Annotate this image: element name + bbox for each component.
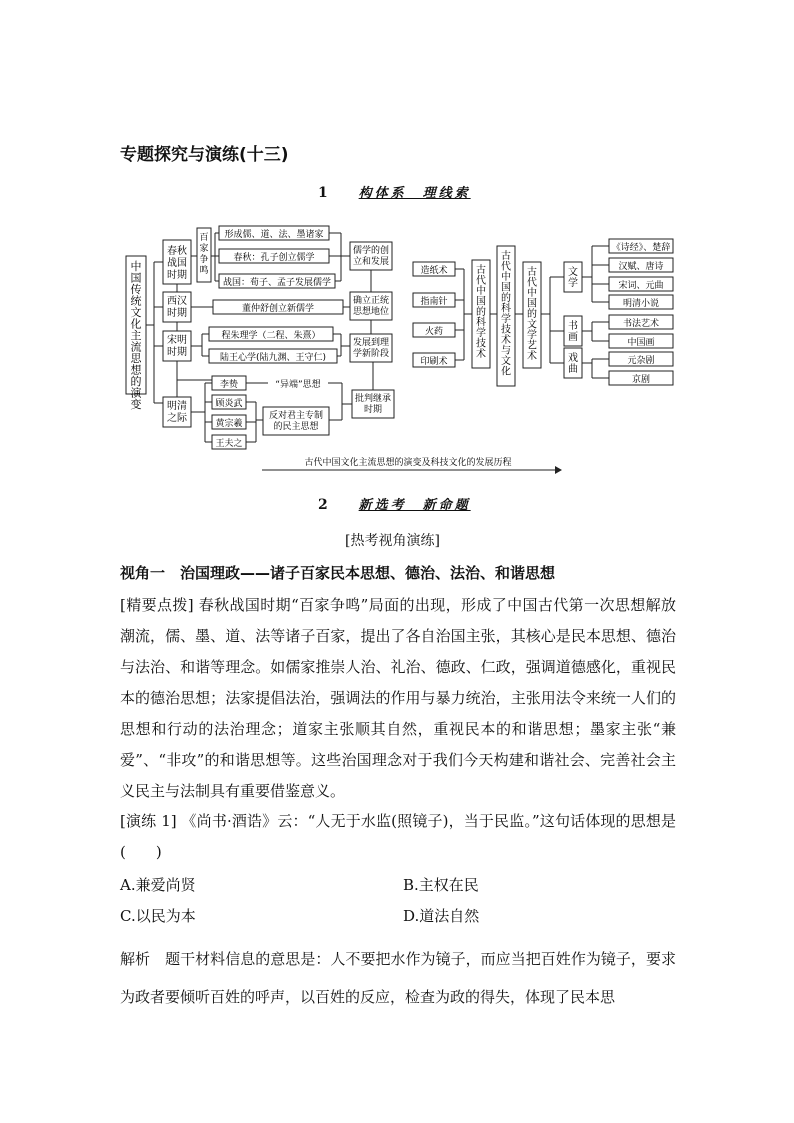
sci-item-text-1: 指南针 bbox=[420, 297, 448, 307]
ming-idea-text-0: “异端”思想 bbox=[275, 380, 321, 390]
stage-text-0: 儒学的创立和发展 bbox=[352, 246, 390, 267]
opera-item-text-1: 京剧 bbox=[631, 375, 651, 385]
ming-person-text-2: 黄宗羲 bbox=[215, 419, 243, 429]
ming-person-text-3: 王夫之 bbox=[215, 439, 243, 449]
period-text-spring-autumn: 春秋战国时期 bbox=[167, 246, 187, 281]
period-text-ming-qing: 明清之际 bbox=[167, 401, 187, 424]
option-b: B.主权在民 bbox=[403, 876, 479, 894]
lit-item-text-2: 宋词、元曲 bbox=[618, 281, 664, 291]
option-d: D.道法自然 bbox=[403, 907, 480, 925]
option-c: C.以民为本 bbox=[120, 907, 196, 925]
section-1-text: 构体系 理线索 bbox=[358, 186, 471, 201]
spring-item-text-1: 春秋：孔子创立儒学 bbox=[233, 253, 315, 263]
section-2-number: 2 bbox=[318, 497, 328, 513]
lit-cat-text-2: 戏曲 bbox=[568, 353, 578, 375]
lit-cat-text-0: 文学 bbox=[568, 267, 578, 289]
option-a: A.兼爱尚贤 bbox=[120, 876, 196, 894]
section-2-heading bbox=[318, 494, 471, 513]
baijia-text: 百家争鸣 bbox=[199, 233, 209, 276]
stage-text-1: 确立正统思想地位 bbox=[352, 296, 390, 317]
sci-item-text-3: 印刷术 bbox=[420, 357, 448, 367]
lit-item-text-3: 明清小说 bbox=[622, 299, 660, 309]
lit-item-text-1: 汉赋、唐诗 bbox=[618, 262, 664, 272]
concept-diagram bbox=[0, 0, 794, 480]
art-item-text-0: 书法艺术 bbox=[622, 319, 660, 329]
stage-text-2: 发展到理学新阶段 bbox=[352, 338, 390, 359]
practice-tag: [热考视角演练] bbox=[345, 533, 440, 549]
ming-person-text-1: 顾炎武 bbox=[215, 399, 243, 409]
song-item-text-0: 程朱理学（二程、朱熹） bbox=[221, 331, 321, 341]
art-item-text-1: 中国画 bbox=[627, 338, 655, 348]
ming-person-text-0: 李贽 bbox=[219, 380, 239, 390]
section-2-text: 新选考 新命题 bbox=[358, 498, 471, 513]
angle-1-heading: 视角一 治国理政——诸子百家民本思想、德治、法治、和谐思想 bbox=[120, 564, 556, 582]
lit-branch-text: 古代中国的文学艺术 bbox=[527, 267, 537, 362]
jingyao-paragraph: [精要点拨] 春秋战国时期“百家争鸣”局面的出现，形成了中国古代第一次思想解放潮流，儒、墨、道、法等诸子百家，提出了各自治国主张，其核心是民本思想、德治与法治、和谐等理念。如儒家推崇人治、礼治、德政、仁政，强调道德感化，重视民本的德治思想；法家提倡法治，强调法的作用与暴力统治，主张用法令来统一人们的思想和行动的法治理念；道家主张顺其自然，重视民本的和谐思想；墨家主张“兼爱”、“非攻”的和谐思想等。这些治国理念对于我们今天构建和谐社会、完善社会主义民主与法制具有重要借鉴意义。 bbox=[120, 596, 676, 800]
timeline-caption: 古代中国文化主流思想的演变及科技文化的发展历程 bbox=[304, 458, 512, 468]
timeline-arrow-head bbox=[555, 466, 562, 474]
spring-item-text-2: 战国：荀子、孟子发展儒学 bbox=[222, 278, 332, 288]
exercise-1-question: [演练 1] 《尚书·酒诰》云：“人无于水监(照镜子)，当于民监。”这句话体现的思想是( ) bbox=[120, 812, 676, 861]
section-1-number: 1 bbox=[318, 185, 328, 201]
analysis-paragraph: 解析 题干材料信息的意思是：人不要把水作为镜子，而应当把百姓作为镜子，要求为政者要倾听百姓的呼声，以百姓的反应，检查为政的得失，体现了民本思 bbox=[120, 950, 676, 1006]
song-item-text-1: 陆王心学(陆九渊、王守仁) bbox=[219, 353, 327, 363]
spring-item-text-0: 形成儒、道、法、墨诸家 bbox=[224, 230, 324, 240]
page-title: 专题探究与演练(十三) bbox=[120, 145, 289, 165]
period-text-song-ming: 宋明时期 bbox=[167, 335, 187, 358]
period-text-western-han: 西汉时期 bbox=[167, 296, 187, 319]
lit-item-text-0: 《诗经》、楚辞 bbox=[611, 243, 671, 253]
ming-idea-text-1: 反对君主专制的民主思想 bbox=[268, 411, 324, 432]
lit-cat-text-1: 书画 bbox=[568, 321, 578, 343]
sci-item-text-0: 造纸术 bbox=[420, 266, 448, 276]
han-item-text: 董仲舒创立新儒学 bbox=[241, 304, 315, 314]
diagram-root-text: 中国传统文化主流思想的演变 bbox=[130, 260, 142, 411]
sci-center-text: 古代中国的科学技术与文化 bbox=[501, 251, 511, 378]
sci-branch-text: 古代中国的科学技术 bbox=[476, 265, 486, 360]
opera-item-text-0: 元杂剧 bbox=[627, 356, 655, 366]
sci-item-text-2: 火药 bbox=[424, 327, 444, 337]
stage-text-3: 批判继承时期 bbox=[354, 394, 392, 415]
